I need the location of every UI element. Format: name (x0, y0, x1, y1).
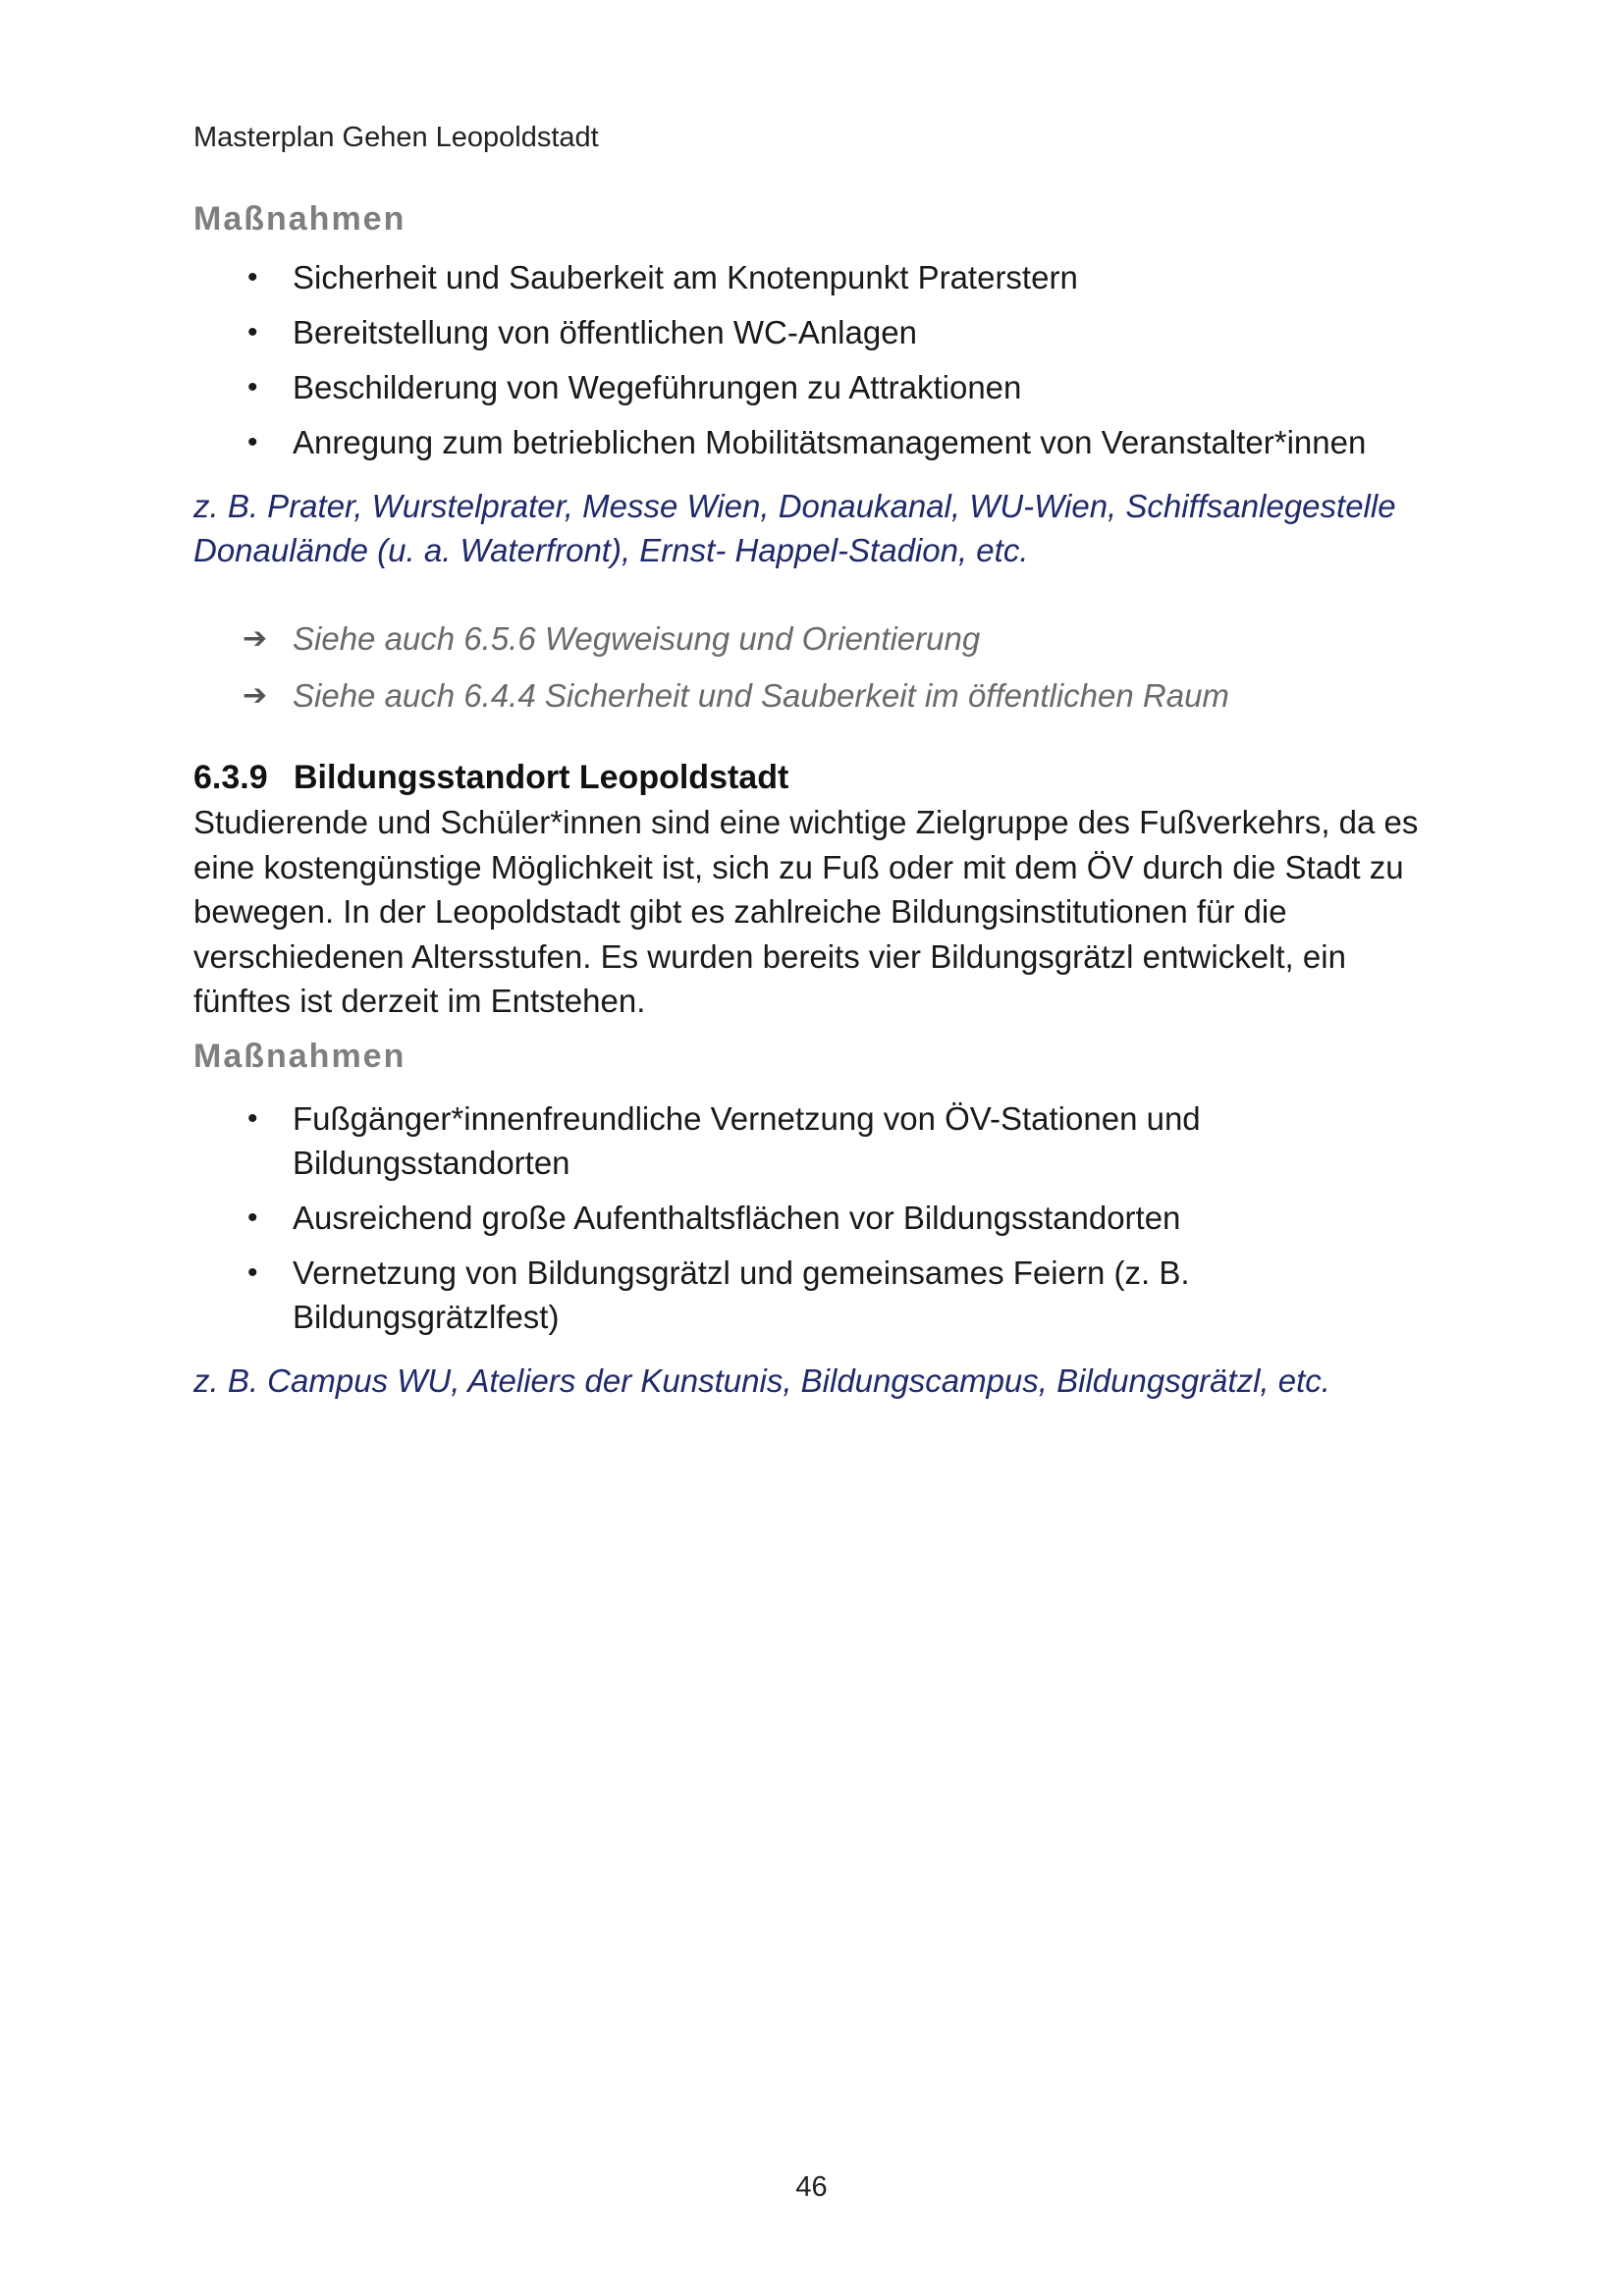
list-item (193, 1096, 1421, 1185)
list-item-text: Anregung zum betrieblichen Mobilitätsmanagement von Veranstalter*innen (293, 424, 1367, 460)
list-item-text: Vernetzung von Bildungsgrätzl und gemeinsames Feiern (z. B. Bildungsgrätzlfest) (293, 1254, 1190, 1335)
measures-heading: Maßnahmen (193, 1037, 406, 1075)
cross-reference-text: Siehe auch 6.5.6 Wegweisung und Orientierung (293, 620, 981, 657)
section-title-text: Bildungsstandort Leopoldstadt (294, 759, 789, 796)
cross-reference-item (193, 616, 1421, 661)
arrow-right-icon: ➔ (243, 679, 268, 712)
page-content (193, 194, 1421, 1403)
page-number: 46 (795, 2171, 828, 2203)
list-item (193, 1196, 1421, 1240)
bullet-icon: • (247, 316, 258, 348)
bullet-icon: • (247, 1255, 258, 1289)
measures-list (193, 1096, 1421, 1339)
bullet-icon: • (247, 371, 258, 403)
cross-reference-text: Siehe auch 6.4.4 Sicherheit und Sauberkeit im öffentlichen Raum (293, 677, 1229, 714)
page-header: Masterplan Gehen Leopoldstadt (193, 122, 599, 153)
section-number: 6.3.9 (193, 759, 268, 796)
list-item (193, 420, 1421, 464)
list-item-text: Ausreichend große Aufenthaltsflächen vor Bildungsstandorten (293, 1199, 1181, 1236)
measures-list (193, 255, 1421, 464)
section-title (193, 755, 1421, 800)
examples-text: z. B. Prater, Wurstelprater, Messe Wien, Donaukanal, WU-Wien, Schiffsanlegestelle Donaulände (u. a. Waterfront), Ernst- Happel-Stadion, etc. (193, 488, 1396, 568)
list-item-text: Fußgänger*innenfreundliche Vernetzung von ÖV-Stationen und Bildungsstandorten (293, 1099, 1201, 1181)
bullet-icon: • (247, 1101, 258, 1135)
examples-text: z. B. Campus WU, Ateliers der Kunstunis, Bildungscampus, Bildungsgrätzl, etc. (193, 1362, 1330, 1399)
arrow-right-icon: ➔ (243, 622, 268, 655)
cross-reference-item (193, 673, 1421, 718)
list-item-text: Bereitstellung von öffentlichen WC-Anlagen (293, 314, 917, 350)
list-item (193, 310, 1421, 354)
bullet-icon: • (247, 1201, 258, 1234)
list-item-text: Beschilderung von Wegeführungen zu Attraktionen (293, 369, 1022, 405)
section-body: Studierende und Schüler*innen sind eine wichtige Zielgruppe des Fußverkehrs, da es eine kostengünstige Möglichkeit ist, sich zu Fuß oder mit dem ÖV durch die Stadt zu bewegen. In der Leopoldstadt gibt es zahlreiche Bildungsinstitutionen für die verschiedenen Altersstufen. Es wurden bereits vier Bildungsgrätzl entwickelt, ein fünftes ist derzeit im Entstehen. (193, 804, 1419, 1019)
list-item (193, 365, 1421, 409)
bullet-icon: • (247, 261, 258, 294)
list-item (193, 255, 1421, 299)
measures-heading: Maßnahmen (193, 200, 406, 238)
list-item-text: Sicherheit und Sauberkeit am Knotenpunkt Praterstern (293, 259, 1078, 295)
list-item (193, 1251, 1421, 1339)
bullet-icon: • (247, 426, 258, 458)
cross-references (193, 616, 1421, 718)
